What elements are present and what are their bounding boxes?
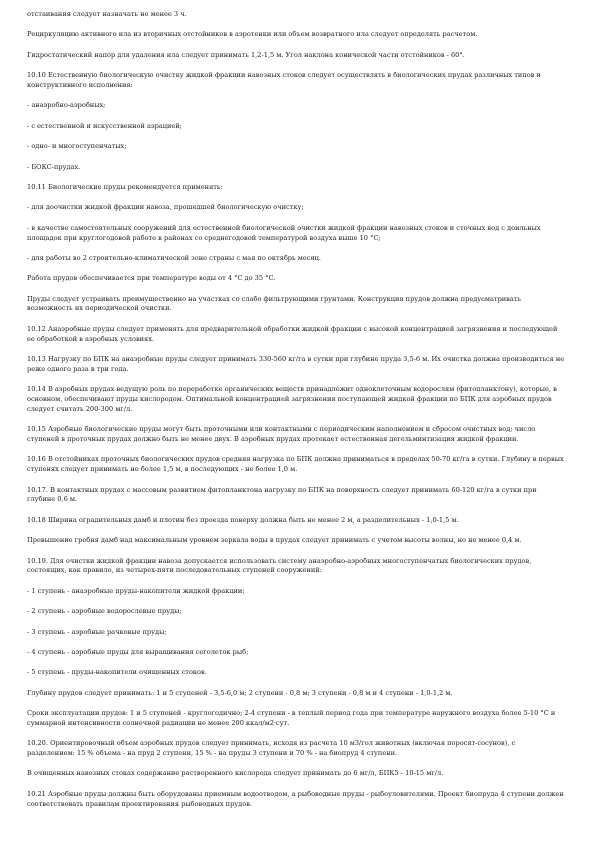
list-item: - 5 ступень - пруды-накопители очищенных стоков. bbox=[27, 668, 207, 677]
paragraph: Гидростатический напор для удаления ила следует принимать 1,2-1,5 м. Угол наклона конической части отстойников - 60°. bbox=[27, 50, 465, 59]
list-item: - в качестве самостоятельных сооружений для естественной биологической очистки жидкой фракции навозных стоков и сточных вод с доильных площадок при круглогодовой работе в районах со среднегодовой температурой воздуха выше 10 °С; bbox=[27, 223, 541, 242]
paragraph: Глубину прудов следует принимать: 1 и 5 ступеней - 3,5-6,0 м; 2 ступени - 0,8 м; 3 ступени - 0,8 м и 4 ступени - 1,0-1,2 м. bbox=[27, 688, 453, 697]
section-10-17: 10.17. В контактных прудах с массовым развитием фитопланктона нагрузку по БПК на поверхность следует принимать 60-120 кг/га в сутки при глубине 0,6 м. bbox=[27, 485, 537, 504]
section-10-11: 10.11 Биологические пруды рекомендуется применять: bbox=[27, 182, 223, 191]
list-item: - с естественной и искусственной аэрацией; bbox=[27, 121, 182, 130]
section-10-16: 10.16 В отстойниках проточных биологических прудов средняя нагрузка по БПК должна приниматься в пределах 50-70 кг/га в сутки. Глубину в первых ступенях следует принимать не более 1,5 м, в последующих - не более 1,0 м. bbox=[27, 455, 564, 474]
section-10-21: 10.21 Аэробные пруды должны быть оборудованы приемным водоотводом, а рыбоводные пруды - рыбоуловителями. Проект биопруда 4 ступени должен соответствовать правилам проектирования рыбоводных прудов. bbox=[27, 789, 564, 808]
section-10-13: 10.13 Нагрузку по БПК на анаэробные пруды следует принимать 330-560 кг/га в сутки при глубине пруда 3,5-6 м. Их очистка должна производиться не реже одного раза в три года. bbox=[27, 355, 565, 373]
list-item: - для доочистки жидкой фракции навоза, прошедшей биологическую очистку; bbox=[27, 203, 304, 212]
section-10-15: 10.15 Аэробные биологические пруды могут быть проточными или контактными с периодическим наполнением и сбросом очистных вод; число ступеней в проточных прудах должно быть не менее двух. В аэробных прудах протекает естественная дегельминтизация жидкой фракции. bbox=[27, 425, 536, 444]
list-item: - 3 ступень - аэробные рачковые пруды; bbox=[27, 627, 167, 636]
paragraph: В очищенных навозных стоках содержание растворенного кислорода следует принимать до 6 мг/л, БПК5 - 10-15 мг/л. bbox=[27, 769, 444, 778]
document-body bbox=[27, 10, 565, 820]
section-10-14: 10.14 В аэробных прудах ведущую роль по переработке органических веществ принадлежит одноклеточным водорослям (фитопланктону), которые, в основном, обеспечивают пруды кислородом. Оптимальной концентрацией загрязнения поступающей жидкой фракции по БПК для аэробных прудов следует считать 200-300 мг/л. bbox=[27, 385, 557, 413]
paragraph: Рециркуляцию активного ила из вторичных отстойников в аэротенки или объем возвратного ила следует определять расчетом. bbox=[27, 30, 478, 39]
paragraph: Превышение гребня дамб над максимальным уровнем зеркала воды в прудах следует принимать с учетом высоты волны, но не менее 0,4 м. bbox=[27, 536, 522, 545]
paragraph: отстаивания следует назначать не менее 3 ч. bbox=[27, 10, 187, 18]
paragraph: Работа прудов обеспечивается при температуре воды от 4 °С до 35 °С. bbox=[27, 274, 276, 283]
section-10-20: 10.20. Ориентировочный объем аэробных прудов следует принимать, исходя из расчета 10 м3/гол животных (включая поросят-сосунов), с разделением: 15 % объема - на пруд 2 ступени, 15 % - на пруды 3 ступени и 70 % - на биопруд 4 ступени. bbox=[27, 739, 516, 758]
section-10-18: 10.18 Ширина оградительных дамб и плотин без проезда поверху должна быть не менее 2 м, а разделительных - 1,0-1,5 м. bbox=[27, 515, 459, 524]
paragraph: Сроки эксплуатации прудов: 1 и 5 ступеней - круглогодично; 2-4 ступени - в теплый период года при температуре наружного воздуха более 5-10 °С и суммарной интенсивности солнечной радиации не менее 200 ккал/м2·сут. bbox=[27, 709, 556, 727]
list-item: - 4 ступень - аэробные пруды для выращивания сеголеток рыб; bbox=[27, 647, 249, 656]
section-10-12: 10.12 Анаэробные пруды следует применять для предварительной обработки жидкой фракции с высокой концентрацией загрязнения и последующей ее обработкой в аэробных условиях. bbox=[27, 324, 558, 343]
section-10-10: 10.10 Естественную биологическую очистку жидкой фракции навозных стоков следует осуществлять в биологических прудах различных типов и конструктивного исполнения: bbox=[27, 71, 541, 89]
list-item: - одно- и многоступенчатых; bbox=[27, 142, 127, 151]
paragraph: Пруды следует устраивать преимущественно на участках со слабо фильтрующими грунтами. Конструкция прудов должна предусматривать возможность их периодической очистки. bbox=[27, 294, 522, 313]
list-item: - 2 ступень - аэробные водорослевые пруды; bbox=[27, 607, 182, 616]
section-10-19: 10.19. Для очистки жидкой фракции навоза допускается использовать систему анаэробно-аэробных многоступенчатых биологических прудов, состоящих, как правило, из четырех-пяти последовательных ступеней сооружений: bbox=[27, 556, 532, 575]
list-item: - 1 ступень - анаэробные пруды-накопители жидкой фракции; bbox=[27, 586, 245, 595]
list-item: - анаэробно-аэробных; bbox=[27, 101, 106, 110]
list-item: - для работы во 2 строительно-климатической зоне страны с мая по октябрь месяц. bbox=[27, 253, 321, 262]
list-item: - БОКС-прудах. bbox=[27, 162, 81, 171]
